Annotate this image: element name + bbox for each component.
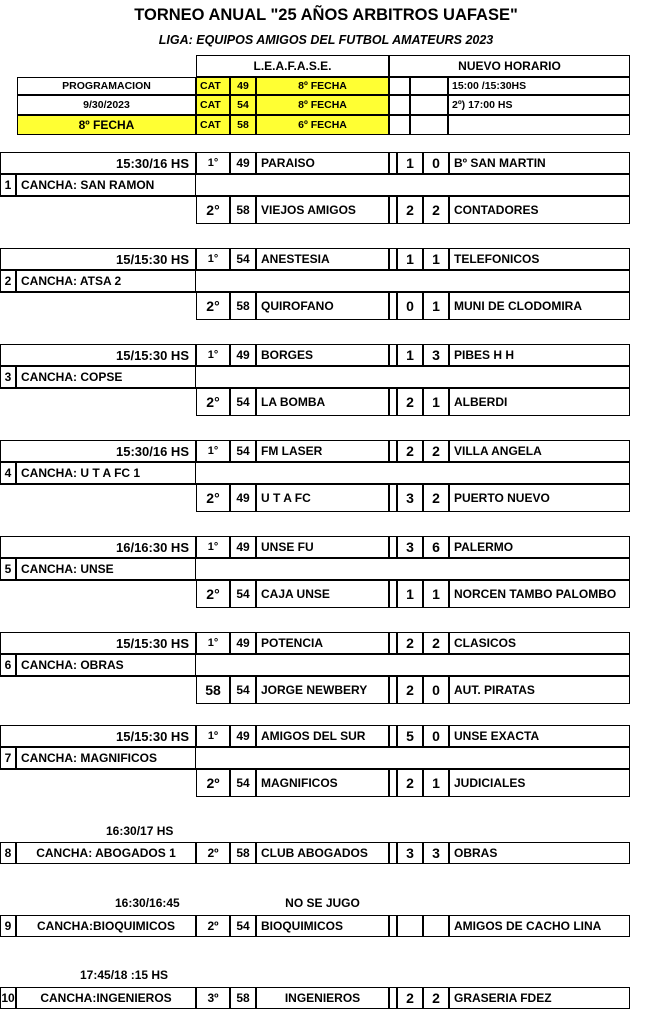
home-team: AMIGOS DEL SUR bbox=[256, 725, 389, 747]
division-cell: 1° bbox=[196, 440, 230, 462]
home-score: 2 bbox=[397, 632, 423, 654]
category-cell: 54 bbox=[230, 388, 256, 416]
cancha-label: CANCHA:BIOQUIMICOS bbox=[16, 915, 196, 937]
match-time: 15/15:30 HS bbox=[0, 632, 196, 654]
away-score: 2 bbox=[423, 484, 449, 512]
spacer-cell bbox=[389, 388, 397, 416]
spacer-cell bbox=[389, 536, 397, 558]
empty-row-cell bbox=[0, 580, 196, 608]
division-cell: 2° bbox=[196, 484, 230, 512]
spacer-cell bbox=[389, 484, 397, 512]
away-team: PALERMO bbox=[449, 536, 630, 558]
away-score: 6 bbox=[423, 536, 449, 558]
category-cell: 49 bbox=[230, 484, 256, 512]
away-score: 3 bbox=[423, 344, 449, 366]
header-empty-cell bbox=[410, 95, 448, 115]
home-score: 3 bbox=[397, 484, 423, 512]
cat-fecha-1: 8º FECHA bbox=[256, 77, 389, 95]
home-score: 3 bbox=[397, 536, 423, 558]
home-team: INGENIEROS bbox=[256, 987, 389, 1009]
spacer-cell bbox=[389, 842, 397, 864]
category-cell: 58 bbox=[230, 987, 256, 1009]
category-cell: 49 bbox=[230, 536, 256, 558]
empty-row-cell bbox=[196, 174, 630, 196]
away-team: PUERTO NUEVO bbox=[449, 484, 630, 512]
cat-fecha-2: 8º FECHA bbox=[256, 95, 389, 115]
home-score: 2 bbox=[397, 440, 423, 462]
cancha-label: CANCHA: U T A FC 1 bbox=[16, 462, 196, 484]
cat-number-2: 54 bbox=[230, 95, 256, 115]
away-score: 2 bbox=[423, 440, 449, 462]
away-score: 1 bbox=[423, 248, 449, 270]
away-score: 0 bbox=[423, 152, 449, 174]
home-team: U T A FC bbox=[256, 484, 389, 512]
empty-row-cell bbox=[0, 769, 196, 797]
away-team: UNSE EXACTA bbox=[449, 725, 630, 747]
programacion-fecha: 8º FECHA bbox=[17, 115, 196, 135]
cancha-label: CANCHA: OBRAS bbox=[16, 654, 196, 676]
spacer-cell bbox=[389, 440, 397, 462]
empty-row-cell bbox=[196, 654, 630, 676]
home-team: UNSE FU bbox=[256, 536, 389, 558]
division-cell: 1º bbox=[196, 725, 230, 747]
away-score: 3 bbox=[423, 842, 449, 864]
away-team: AMIGOS DE CACHO LINA bbox=[449, 915, 630, 937]
home-team: MAGNIFICOS bbox=[256, 769, 389, 797]
spacer-cell bbox=[389, 196, 397, 224]
home-score: 1 bbox=[397, 344, 423, 366]
cat-fecha-3: 6º FECHA bbox=[256, 115, 389, 135]
away-team: VILLA ANGELA bbox=[449, 440, 630, 462]
division-cell: 58 bbox=[196, 676, 230, 704]
division-cell: 1° bbox=[196, 248, 230, 270]
empty-row-cell bbox=[196, 462, 630, 484]
home-team: ANESTESIA bbox=[256, 248, 389, 270]
match-time: 16:30/17 HS bbox=[106, 824, 174, 838]
category-cell: 54 bbox=[230, 676, 256, 704]
home-score: 1 bbox=[397, 152, 423, 174]
category-cell: 54 bbox=[230, 915, 256, 937]
match-time: 15:30/16 HS bbox=[0, 152, 196, 174]
home-score: 5 bbox=[397, 725, 423, 747]
division-cell: 2º bbox=[196, 842, 230, 864]
cancha-label: CANCHA: SAN RAMON bbox=[16, 174, 196, 196]
match-note bbox=[256, 822, 389, 840]
away-score: 1 bbox=[423, 292, 449, 320]
away-score: 0 bbox=[423, 725, 449, 747]
match-time: 16:30/16:45 bbox=[115, 896, 180, 910]
horario-2: 2º) 17:00 HS bbox=[448, 95, 630, 115]
division-cell: 2º bbox=[196, 915, 230, 937]
nuevo-horario-label: NUEVO HORARIO bbox=[389, 55, 630, 77]
leafase-label: L.E.A.F.A.S.E. bbox=[196, 55, 389, 77]
match-number: 3 bbox=[0, 366, 16, 388]
spacer-cell bbox=[389, 292, 397, 320]
programacion-date: 9/30/2023 bbox=[17, 95, 196, 115]
match-number: 6 bbox=[0, 654, 16, 676]
away-team: JUDICIALES bbox=[449, 769, 630, 797]
cat-label-1: CAT bbox=[196, 77, 230, 95]
match-number: 7 bbox=[0, 747, 16, 769]
category-cell: 54 bbox=[230, 580, 256, 608]
home-score bbox=[397, 915, 423, 937]
division-cell: 2° bbox=[196, 292, 230, 320]
match-number: 9 bbox=[0, 915, 16, 937]
header-empty-cell bbox=[389, 115, 410, 135]
cancha-label: CANCHA: MAGNIFICOS bbox=[16, 747, 196, 769]
spacer-cell bbox=[389, 725, 397, 747]
away-team: PIBES H H bbox=[449, 344, 630, 366]
horario-3 bbox=[448, 115, 630, 135]
match-time: 15/15:30 HS bbox=[0, 248, 196, 270]
match-time: 15/15:30 HS bbox=[0, 725, 196, 747]
header-empty-cell bbox=[389, 77, 410, 95]
division-cell: 3º bbox=[196, 987, 230, 1009]
empty-row-cell bbox=[0, 196, 196, 224]
division-cell: 2° bbox=[196, 388, 230, 416]
home-score: 2 bbox=[397, 769, 423, 797]
away-score bbox=[423, 915, 449, 937]
home-team: LA BOMBA bbox=[256, 388, 389, 416]
match-number: 1 bbox=[0, 174, 16, 196]
division-cell: 1° bbox=[196, 152, 230, 174]
category-cell: 54 bbox=[230, 248, 256, 270]
division-cell: 1° bbox=[196, 632, 230, 654]
cancha-label: CANCHA:INGENIEROS bbox=[16, 987, 196, 1009]
away-team: Bº SAN MARTIN bbox=[449, 152, 630, 174]
empty-row-cell bbox=[196, 366, 630, 388]
division-cell: 2° bbox=[196, 196, 230, 224]
match-number: 5 bbox=[0, 558, 16, 580]
spacer-cell bbox=[389, 344, 397, 366]
division-cell: 2° bbox=[196, 580, 230, 608]
cancha-label: CANCHA: ATSA 2 bbox=[16, 270, 196, 292]
home-team: BIOQUIMICOS bbox=[256, 915, 389, 937]
spacer-cell bbox=[389, 580, 397, 608]
away-score: 2 bbox=[423, 196, 449, 224]
empty-row-cell bbox=[0, 388, 196, 416]
home-score: 2 bbox=[397, 196, 423, 224]
spacer-cell bbox=[389, 915, 397, 937]
home-team: CLUB ABOGADOS bbox=[256, 842, 389, 864]
home-score: 2 bbox=[397, 676, 423, 704]
page-subtitle: LIGA: EQUIPOS AMIGOS DEL FUTBOL AMATEURS 2023 bbox=[158, 33, 494, 47]
away-team: ALBERDI bbox=[449, 388, 630, 416]
cat-label-3: CAT bbox=[196, 115, 230, 135]
home-score: 1 bbox=[397, 248, 423, 270]
spacer-cell bbox=[389, 152, 397, 174]
away-score: 1 bbox=[423, 388, 449, 416]
away-score: 2 bbox=[423, 632, 449, 654]
spacer-cell bbox=[389, 248, 397, 270]
match-note bbox=[256, 966, 389, 984]
away-team: TELEFONICOS bbox=[449, 248, 630, 270]
home-score: 1 bbox=[397, 580, 423, 608]
home-team: PARAISO bbox=[256, 152, 389, 174]
category-cell: 49 bbox=[230, 152, 256, 174]
header-empty-cell bbox=[410, 115, 448, 135]
category-cell: 58 bbox=[230, 292, 256, 320]
home-team: BORGES bbox=[256, 344, 389, 366]
home-team: JORGE NEWBERY bbox=[256, 676, 389, 704]
away-team: AUT. PIRATAS bbox=[449, 676, 630, 704]
match-time: 16/16:30 HS bbox=[0, 536, 196, 558]
away-score: 1 bbox=[423, 769, 449, 797]
away-score: 2 bbox=[423, 987, 449, 1009]
match-number: 4 bbox=[0, 462, 16, 484]
category-cell: 58 bbox=[230, 842, 256, 864]
home-team: CAJA UNSE bbox=[256, 580, 389, 608]
away-team: MUNI DE CLODOMIRA bbox=[449, 292, 630, 320]
header-empty-cell bbox=[410, 77, 448, 95]
empty-row-cell bbox=[196, 558, 630, 580]
home-score: 3 bbox=[397, 842, 423, 864]
away-team: CONTADORES bbox=[449, 196, 630, 224]
category-cell: 58 bbox=[230, 196, 256, 224]
home-team: FM LASER bbox=[256, 440, 389, 462]
away-score: 1 bbox=[423, 580, 449, 608]
division-cell: 2º bbox=[196, 769, 230, 797]
match-number: 10 bbox=[0, 987, 16, 1009]
home-team: VIEJOS AMIGOS bbox=[256, 196, 389, 224]
match-note: NO SE JUGO bbox=[285, 896, 360, 910]
schedule-header bbox=[0, 0, 652, 140]
away-team: CLASICOS bbox=[449, 632, 630, 654]
empty-row-cell bbox=[0, 676, 196, 704]
home-score: 0 bbox=[397, 292, 423, 320]
away-team: OBRAS bbox=[449, 842, 630, 864]
match-time: 15:30/16 HS bbox=[0, 440, 196, 462]
category-cell: 49 bbox=[230, 725, 256, 747]
cat-number-3: 58 bbox=[230, 115, 256, 135]
match-number: 2 bbox=[0, 270, 16, 292]
division-cell: 1° bbox=[196, 344, 230, 366]
home-score: 2 bbox=[397, 388, 423, 416]
home-score: 2 bbox=[397, 987, 423, 1009]
spacer-cell bbox=[389, 632, 397, 654]
horario-1: 15:00 /15:30HS bbox=[448, 77, 630, 95]
match-time: 15/15:30 HS bbox=[0, 344, 196, 366]
empty-row-cell bbox=[196, 270, 630, 292]
match-number: 8 bbox=[0, 842, 16, 864]
cancha-label: CANCHA: UNSE bbox=[16, 558, 196, 580]
cat-number-1: 49 bbox=[230, 77, 256, 95]
away-team: NORCEN TAMBO PALOMBO bbox=[449, 580, 630, 608]
home-team: QUIROFANO bbox=[256, 292, 389, 320]
empty-row-cell bbox=[196, 747, 630, 769]
page-title: TORNEO ANUAL "25 AÑOS ARBITROS UAFASE" bbox=[134, 6, 518, 24]
empty-row-cell bbox=[0, 484, 196, 512]
cancha-label: CANCHA: COPSE bbox=[16, 366, 196, 388]
cancha-label: CANCHA: ABOGADOS 1 bbox=[16, 842, 196, 864]
category-cell: 54 bbox=[230, 440, 256, 462]
empty-row-cell bbox=[0, 292, 196, 320]
match-time: 17:45/18 :15 HS bbox=[80, 968, 169, 982]
away-score: 0 bbox=[423, 676, 449, 704]
away-team: GRASERIA FDEZ bbox=[449, 987, 630, 1009]
header-empty-cell bbox=[389, 95, 410, 115]
spacer-cell bbox=[389, 676, 397, 704]
category-cell: 54 bbox=[230, 769, 256, 797]
category-cell: 49 bbox=[230, 632, 256, 654]
spacer-cell bbox=[389, 987, 397, 1009]
cat-label-2: CAT bbox=[196, 95, 230, 115]
category-cell: 49 bbox=[230, 344, 256, 366]
programacion-label: PROGRAMACION bbox=[17, 77, 196, 95]
division-cell: 1° bbox=[196, 536, 230, 558]
spacer-cell bbox=[389, 769, 397, 797]
home-team: POTENCIA bbox=[256, 632, 389, 654]
